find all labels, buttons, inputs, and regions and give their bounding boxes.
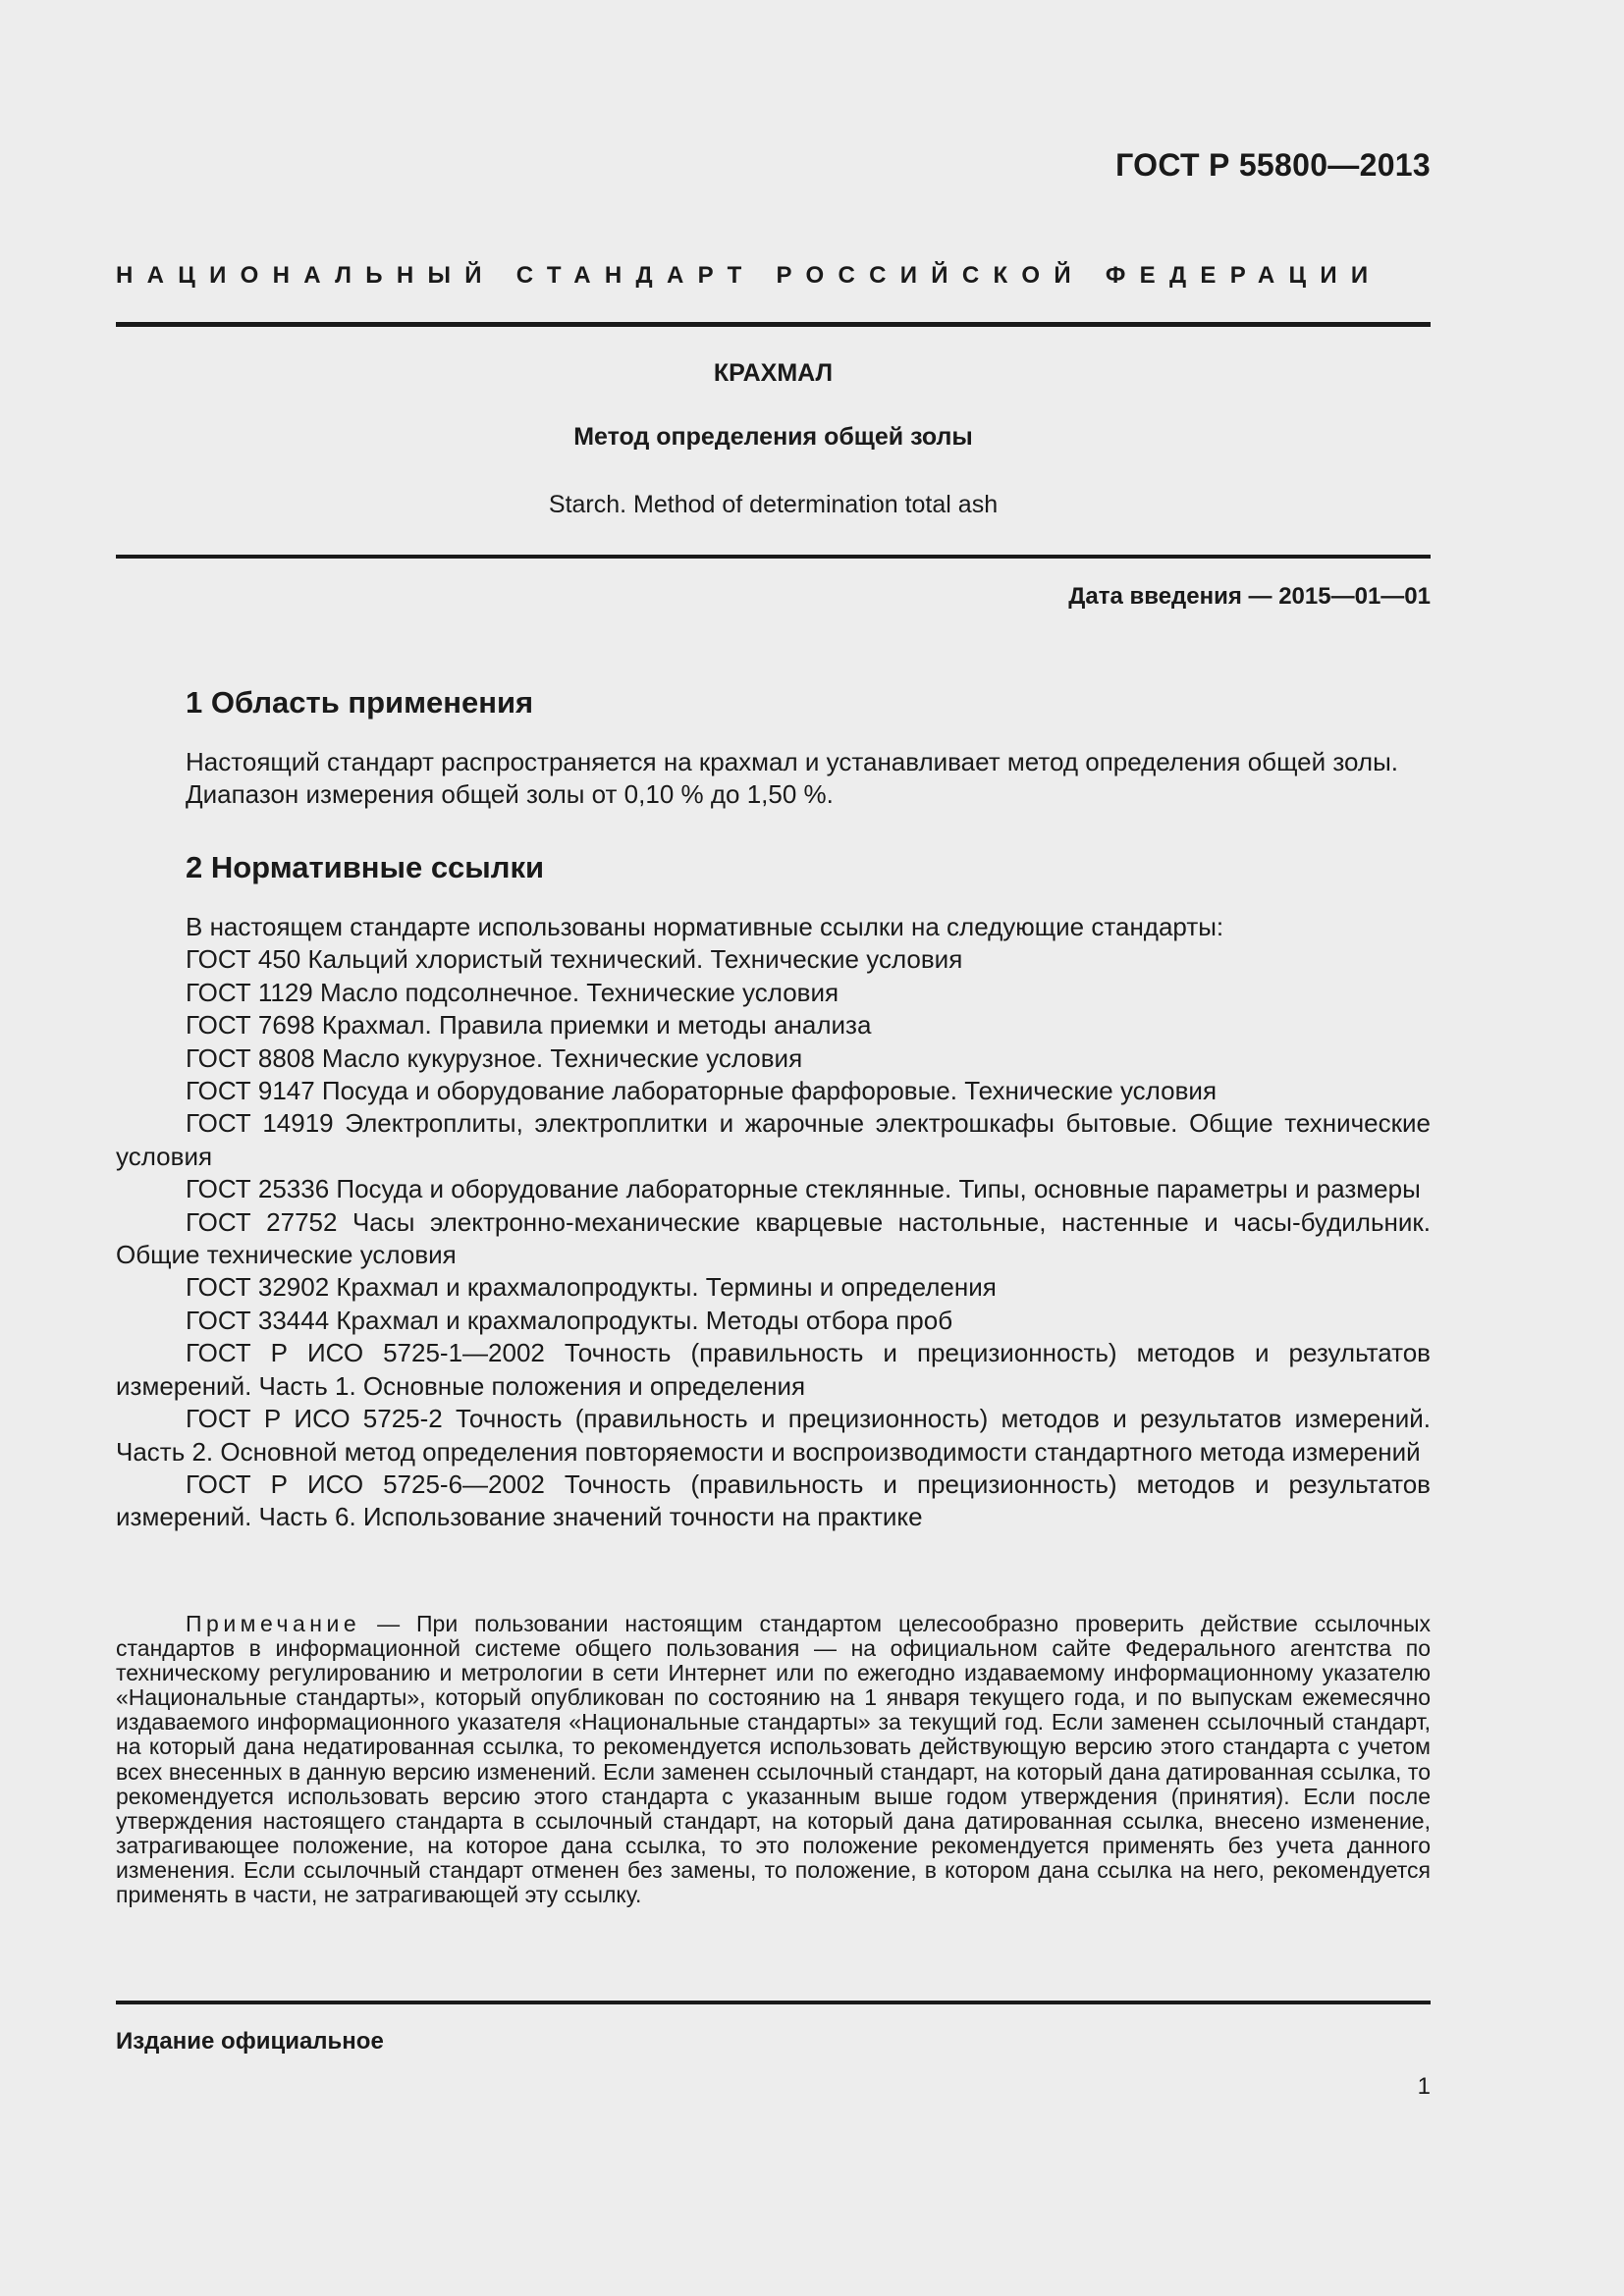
reference-item: ГОСТ Р ИСО 5725-1—2002 Точность (правильность и прецизионность) методов и результатов измерений. Часть 1. Основные положения и определения	[116, 1338, 1431, 1401]
introduction-date: Дата введения — 2015—01—01	[1068, 583, 1431, 610]
section-1-heading: 1 Область применения	[186, 685, 534, 720]
reference-item: ГОСТ 9147 Посуда и оборудование лабораторные фарфоровые. Технические условия	[186, 1076, 1218, 1106]
reference-item: ГОСТ 8808 Масло кукурузное. Технические условия	[186, 1042, 803, 1073]
reference-item: ГОСТ 7698 Крахмал. Правила приемки и методы анализа	[186, 1010, 872, 1041]
note-text: — При пользовании настоящим стандартом целесообразно проверить действие ссылочных стандартов в информационной системе общего пользования — на официальном сайте Федерального агентства по техническому регулированию и метрологии в сети Интернет или по ежегодно издаваемому информационному указателю «Национальные стандарты», который опубликован по состоянию на 1 января текущего года, и по выпускам ежемесячно издаваемого информационного указателя «Национальные стандарты» за текущий год. Если заменен ссылочный стандарт, на который дана недатированная ссылка, то рекомендуется использовать действующую версию этого стандарта с учетом всех внесенных в данную версию изменений. Если заменен ссылочный стандарт, на который дана датированная ссылка, то рекомендуется использовать версию этого стандарта с указанным выше годом утверждения (принятия). Если после утверждения настоящего стандарта в ссылочный стандарт, на который дана датированная ссылка, внесено изменение, затрагивающее положение, на которое дана ссылка, то это положение рекомендуется применять без учета данного изменения. Если ссылочный стандарт отменен без замены, то положение, в котором дана ссылка на него, рекомендуется применять в части, не затрагивающей эту ссылку.	[116, 1611, 1431, 1908]
reference-item: ГОСТ 14919 Электроплиты, электроплитки и жарочные электрошкафы бытовые. Общие технические условия	[116, 1108, 1431, 1171]
document-code: ГОСТ Р 55800—2013	[1115, 147, 1431, 183]
bottom-divider	[116, 2001, 1431, 2004]
official-edition-label: Издание официальное	[116, 2028, 384, 2055]
normative-references	[116, 911, 1431, 1534]
national-standard-banner: НАЦИОНАЛЬНЫЙ СТАНДАРТ РОССИЙСКОЙ ФЕДЕРАЦИИ	[116, 262, 1382, 289]
title-divider	[116, 555, 1431, 559]
references-intro: В настоящем стандарте использованы нормативные ссылки на следующие стандарты:	[186, 912, 1224, 941]
english-title: Starch. Method of determination total ash	[548, 491, 999, 518]
reference-item: ГОСТ Р ИСО 5725-2 Точность (правильность и прецизионность) методов и результатов измерений. Часть 2. Основной метод определения повторяемости и воспроизводимости стандартного метода измерений	[116, 1404, 1431, 1467]
reference-item: ГОСТ 1129 Масло подсолнечное. Технические условия	[186, 977, 839, 1007]
note-paragraph	[116, 1612, 1431, 1907]
document-subtitle: Метод определения общей золы	[573, 423, 973, 451]
section-1-text: Настоящий стандарт распространяется на крахмал и устанавливает метод определения общей золы. Диапазон измерения общей золы от 0,10 % до 1,50 %.	[186, 747, 1398, 809]
document-title: КРАХМАЛ	[713, 359, 834, 387]
reference-item: ГОСТ 25336 Посуда и оборудование лабораторные стеклянные. Типы, основные параметры и размеры	[186, 1174, 1421, 1204]
reference-item: ГОСТ 27752 Часы электронно-механические кварцевые настольные, настенные и часы-будильник. Общие технические условия	[116, 1206, 1431, 1270]
reference-item: ГОСТ 450 Кальций хлористый технический. Технические условия	[186, 944, 963, 975]
page-number: 1	[1417, 2073, 1431, 2100]
section-2-heading: 2 Нормативные ссылки	[186, 850, 545, 884]
reference-item: ГОСТ Р ИСО 5725-6—2002 Точность (правильность и прецизионность) методов и результатов измерений. Часть 6. Использование значений точности на практике	[116, 1468, 1431, 1532]
note-label: Примечание	[186, 1611, 361, 1636]
reference-item: ГОСТ 32902 Крахмал и крахмалопродукты. Термины и определения	[186, 1272, 997, 1303]
reference-item: ГОСТ 33444 Крахмал и крахмалопродукты. Методы отбора проб	[186, 1305, 953, 1335]
top-divider	[116, 322, 1431, 327]
